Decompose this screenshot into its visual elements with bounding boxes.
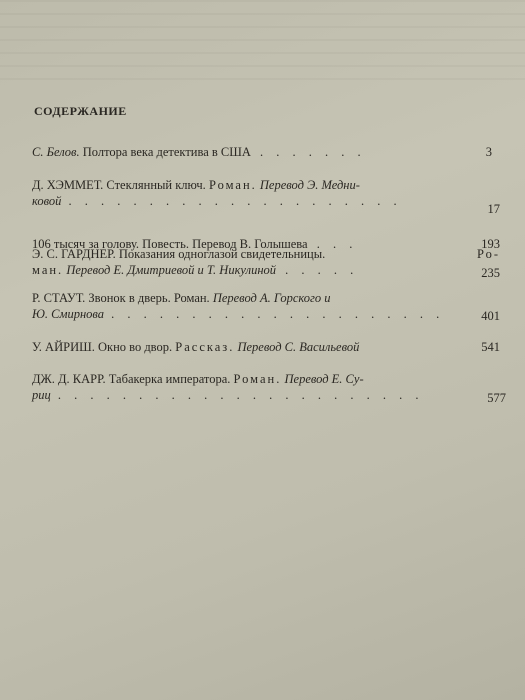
entry-page-number: 401 — [481, 309, 500, 323]
entry-genre-cont: ман. — [32, 263, 64, 277]
toc-entry-line — [32, 340, 500, 356]
entry-page-number: 577 — [487, 391, 506, 405]
entry-genre: Повесть. — [142, 237, 189, 251]
toc-entry-line — [32, 145, 500, 161]
entry-title: Звонок в дверь. — [88, 291, 171, 305]
entry-translator: Перевод Е. Дмитриевой и Т. Никулиной — [66, 263, 277, 277]
entry-translator: Перевод Е. Су- — [284, 372, 364, 386]
entry-genre: Роман. — [208, 178, 257, 192]
entry-title: 106 тысяч за голову. — [32, 237, 140, 251]
entry-genre: Рассказ. — [175, 340, 235, 354]
entry-translator-cont: риц — [32, 388, 51, 402]
entry-leader-dots: . . . . . . . . . . . . . . . . . . . . . . . — [57, 388, 424, 402]
entry-author: Д. ХЭММЕТ. — [32, 178, 104, 192]
entry-title: Стеклянный ключ. — [106, 178, 206, 192]
entry-translator: Перевод Э. Медни- — [259, 178, 360, 192]
entry-leader-dots: . . . . . . . — [260, 145, 366, 159]
toc-entry-line — [32, 388, 506, 405]
toc-entry — [32, 340, 500, 356]
toc-entry-line — [32, 307, 500, 323]
toc-entry — [32, 372, 506, 405]
toc-entry — [32, 291, 500, 323]
toc-entry-line — [32, 178, 500, 194]
entry-translator: Перевод В. Голышева — [192, 237, 308, 251]
entry-genre: Ро- — [476, 247, 500, 261]
toc-entry-line — [32, 263, 500, 279]
entry-leader-dots: . . . . . — [285, 263, 359, 277]
entry-author: С. Белов. — [32, 145, 80, 159]
toc-entry-line — [32, 247, 500, 263]
entry-title: Окно во двор. — [97, 340, 173, 354]
entry-translator: Перевод А. Горского и — [212, 291, 331, 305]
entry-leader-dots: . . . . . . . . . . . . . . . . . . . . . — [111, 307, 445, 321]
contents-heading: СОДЕРЖАНИЕ — [34, 104, 127, 118]
entry-author: ДЖ. Д. КАРР. — [32, 372, 106, 386]
entry-title: Показания одноглазой свидетельницы. — [118, 247, 326, 261]
entry-page-number: 17 — [487, 202, 500, 216]
entry-page-number: 235 — [481, 266, 500, 280]
toc-entry — [32, 178, 500, 216]
entry-title: Табакерка императора. — [108, 372, 231, 386]
show-through-text — [0, 0, 525, 90]
entry-translator-cont: ковой — [32, 194, 62, 208]
entry-page-number: 541 — [481, 340, 500, 354]
entry-translator: Перевод С. Васильевой — [237, 340, 360, 354]
entry-genre: Роман. — [233, 372, 282, 386]
entry-genre: Роман. — [173, 291, 210, 305]
toc-entry — [32, 247, 500, 279]
entry-title: Полтора века детектива в США — [82, 145, 251, 159]
entry-author: У. АЙРИШ. — [32, 340, 95, 354]
entry-page-number: 193 — [481, 237, 500, 251]
entry-translator-cont: Ю. Смирнова — [32, 307, 105, 321]
entry-leader-dots: . . . . . . . . . . . . . . . . . . . . . — [68, 194, 402, 208]
toc-entry-line — [32, 291, 500, 307]
entry-author: Р. СТАУТ. — [32, 291, 86, 305]
toc-entry-line — [32, 194, 500, 216]
toc-entry-line — [32, 372, 500, 388]
entry-leader-dots: . . . — [316, 237, 358, 251]
toc-entry — [32, 145, 500, 161]
entry-page-number: 3 — [485, 145, 492, 159]
entry-author: Э. С. ГАРДНЕР. — [32, 247, 116, 261]
